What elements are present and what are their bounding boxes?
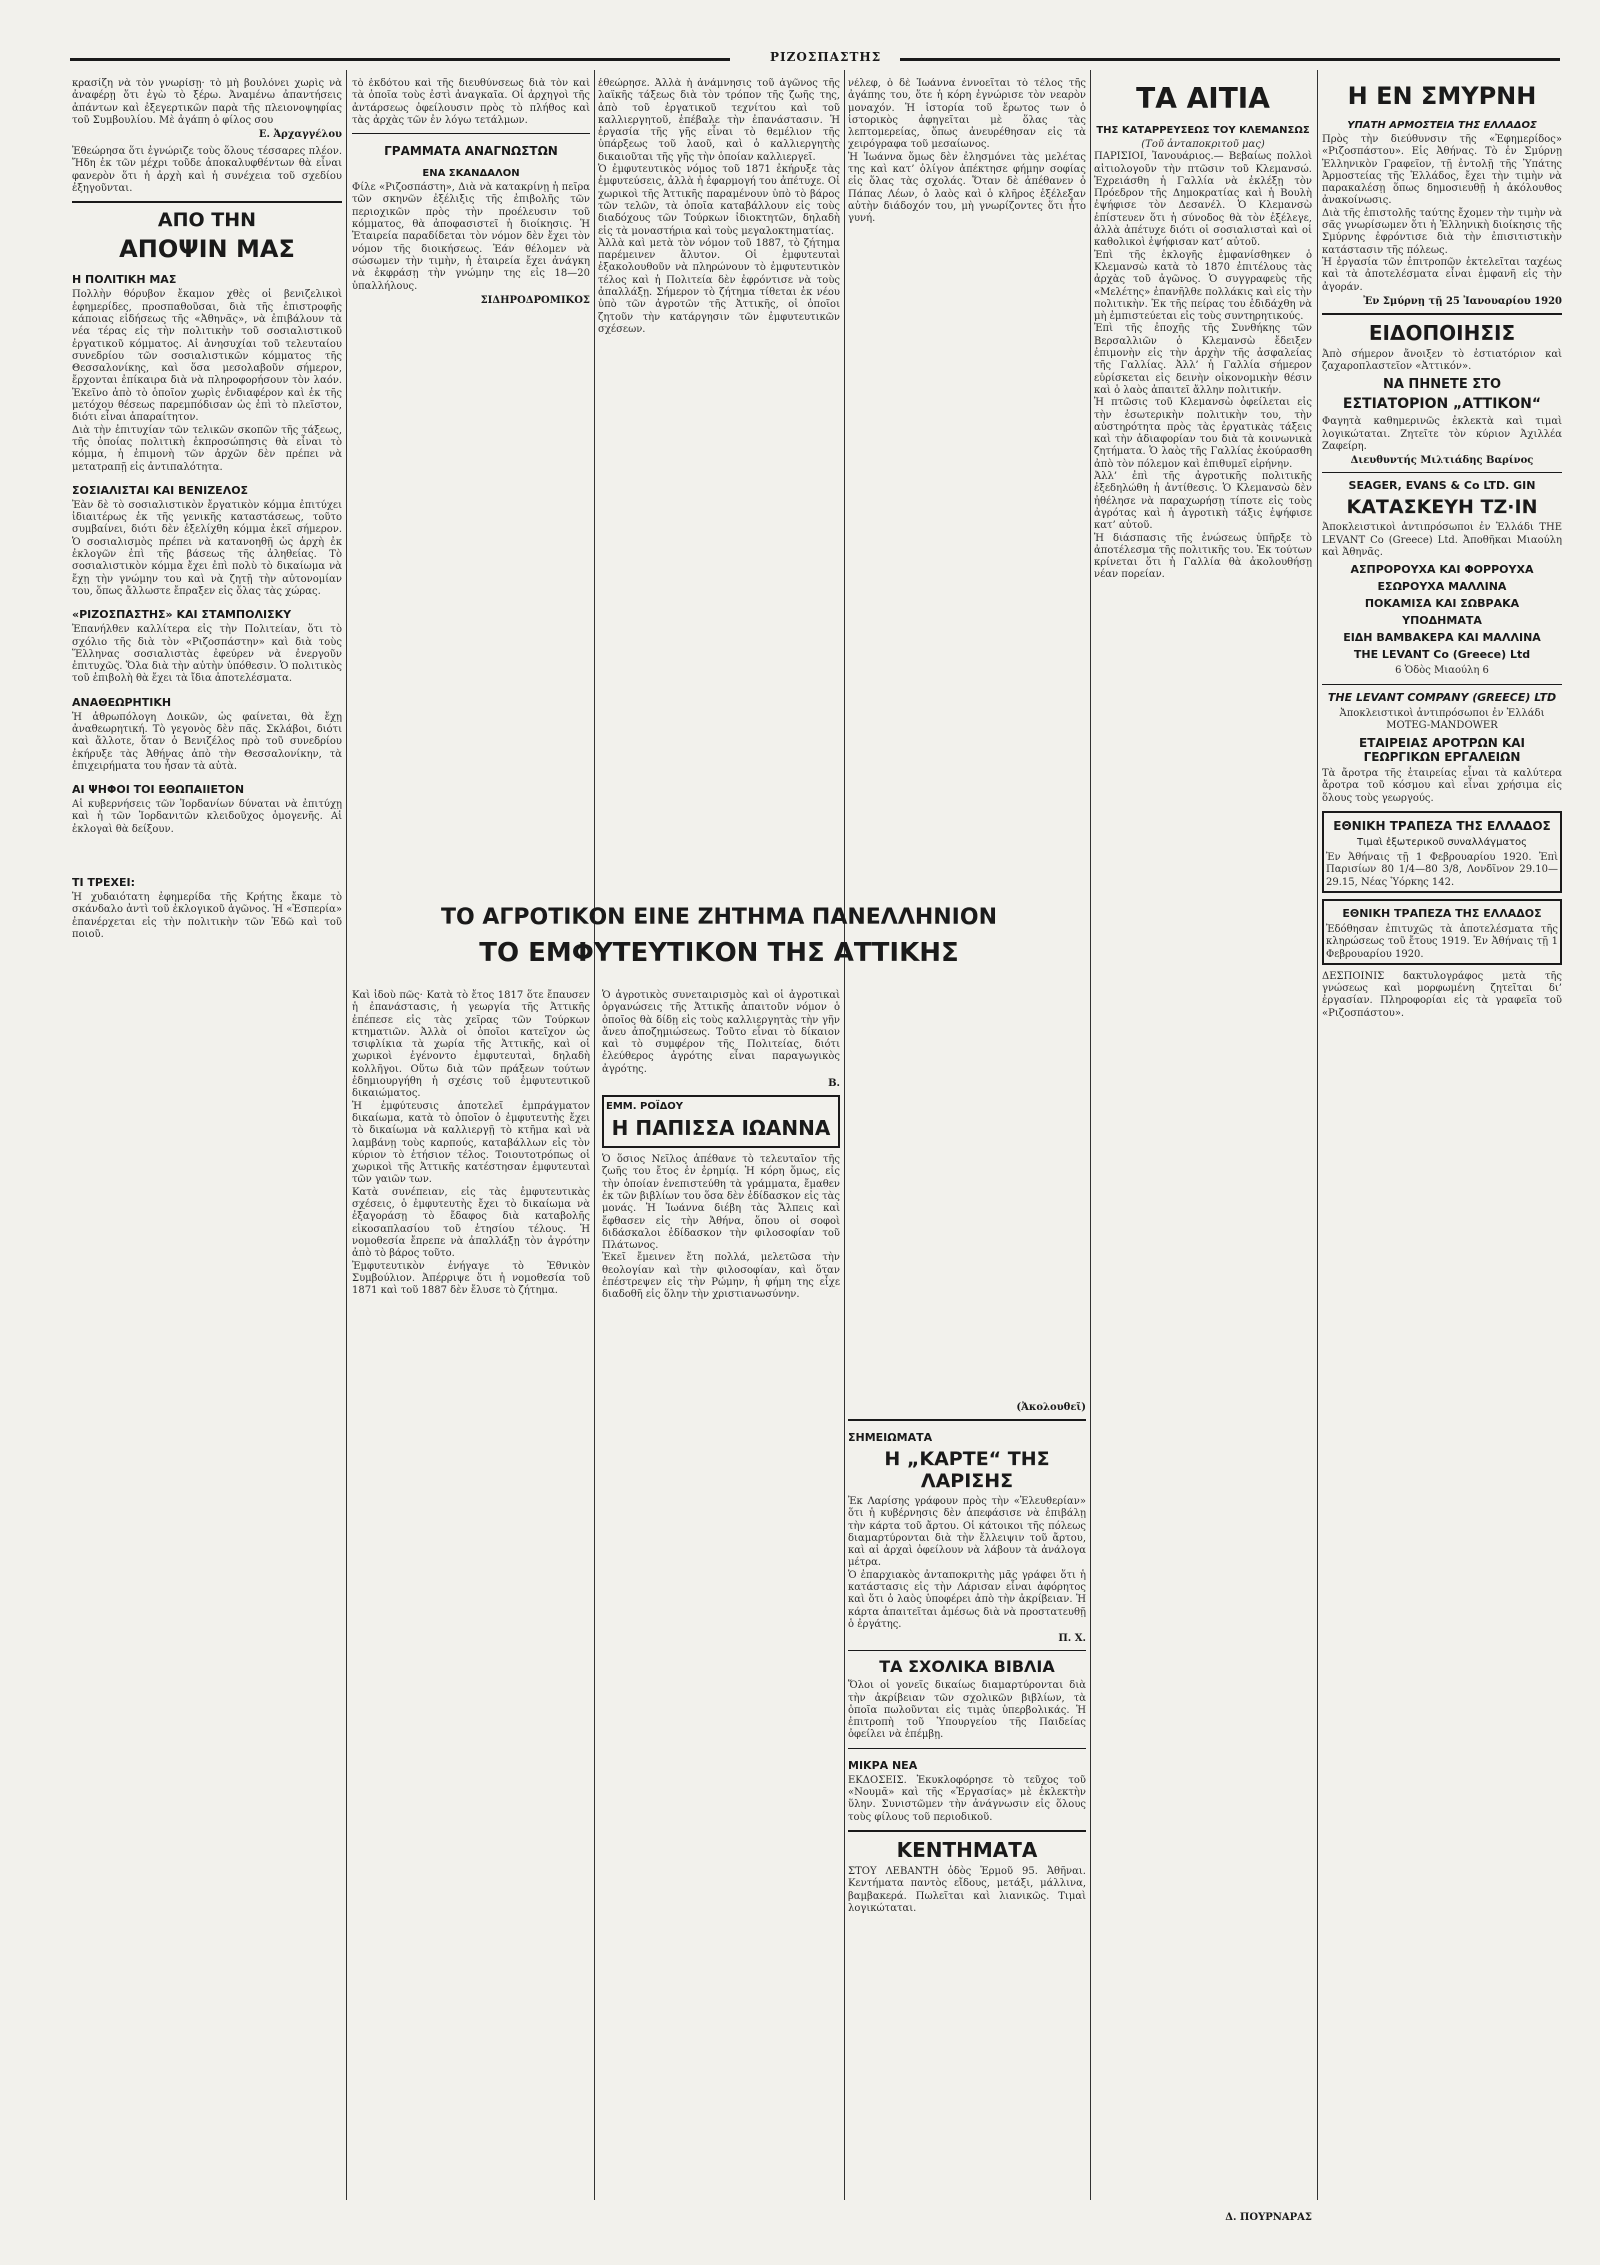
- ad-line: ΝΑ ΠΗΝΕΤΕ ΣΤΟ: [1382, 377, 1502, 393]
- bank-title: ΕΘΝΙΚΗ ΤΡΑΠΕΖΑ ΤΗΣ ΕΛΛΑΔΟΣ: [1342, 906, 1542, 920]
- column-6: [1322, 78, 1562, 1020]
- paragraph: ΠΑΡΙΣΙΟΙ, Ἰανουάριος.— Βεβαίως πολλοὶ αἰτιολογοῦν τὴν πτῶσιν τοῦ Κλεμανσώ. Ἐχρειάσθη ἡ Γαλλία νὰ ἐκλέξῃ τὸν Πρόεδρον τῆς Δημοκρατίας καὶ ἡ Βουλὴ ἐψήφισε τὸν Δεσανέλ. Ὁ Κλεμανσὼ ἐπίστευεν ὅτι ἡ σύνοδος θὰ τὸν ἐξέλεγε, ἀλλὰ ἀπέτυχε διότι οἱ σοσιαλισταὶ καὶ οἱ καθολικοὶ ἐψήφισαν κατ’ αὐτοῦ.: [1094, 151, 1312, 249]
- paragraph: Διὰ τῆς ἐπιστολῆς ταύτης ἔχομεν τὴν τιμὴν νὰ σᾶς γνωρίσωμεν ὅτι ἡ Ἑλληνικὴ διοίκησις τῆς Σμύρνης ἐφρόντισε διὰ τὴν ἐπισιτιστικὴν κατάστασιν τῆς πόλεως.: [1322, 207, 1562, 256]
- rule: [352, 133, 590, 134]
- ad-signature: Διευθυντής Μιλτιάδης Βαρίνος: [1350, 455, 1534, 467]
- author-signature: Δ. ΠΟΥΡΝΑΡΑΣ: [1225, 2212, 1312, 2223]
- paragraph: Ἡ διάσπασις τῆς ἑνώσεως ὑπῆρξε τὸ ἀποτέλεσμα τῆς πολιτικῆς του. Ἐκ τούτων κρίνεται ὅτι ἡ Γαλλία θὰ ἀκολουθήσῃ νέαν πορείαν.: [1094, 532, 1312, 581]
- paragraph: Καὶ ἰδοὺ πῶς· Κατὰ τὸ ἔτος 1817 ὅτε ἔπαυσεν ἡ ἐπανάστασις, ἡ γεωργία τῆς Ἀττικῆς ἐπέπεσε εἰς τὰς χεῖρας τῶν Τούρκων κτηματιῶν. Ἀλλὰ οἱ ὁποῖοι κατεῖχον ὡς τσιφλίκια τὰ χωρία τῆς Ἀττικῆς, καὶ οἱ χωρικοὶ ἐγένοντο ἐμφυτευταὶ, δηλαδὴ κολλῆγοι. Οὕτω διὰ τῶν πράξεων τούτων ἐδημιουργήθη ἡ σχέσις τοῦ ἐμφυτευτικοῦ δικαιώματος.: [352, 990, 590, 1100]
- column-divider: [346, 70, 347, 2200]
- section-title: ΑΠΟΨΙΝ ΜΑΣ: [119, 235, 295, 264]
- letters-head: ΓΡΑΜΜΑΤΑ ΑΝΑΓΝΩΣΤΩΝ: [384, 144, 558, 159]
- paragraph: Ἐὰν δὲ τὸ σοσιαλιστικὸν ἔργατικὸν κόμμα ἐπιτύχει ἰδιαιτέρως ἐκ τῆς γενικῆς καταστάσεως, τοῦτο συμβαίνει, διότι δὲν ἐξελίχθη κόμμα ἐκεῖ σήμερον. Ὁ σοσιαλισμὸς πρέπει νὰ κατανοηθῇ ὡς ἀρχὴ ἐκ ἐκλογῶν ἐπὶ τῆς βάσεως τῆς ἀληθείας. Τὸ σοσιαλιστικὸν κόμμα ἔχει ἐπὶ πολὺ τὸ δικαίωμα νὰ ἔχῃ τὴν γνώμην του καὶ νὰ ζητῇ τὴν αὐτονομίαν του, ὅπως ἄλλωστε ἔπραξεν εἰς ὅλας τὰς χώρας.: [72, 499, 342, 597]
- column-5: [1094, 78, 1312, 582]
- ad-line: ΥΠΟΔΗΜΑΤΑ: [1402, 614, 1482, 628]
- smyrna-date: Ἐν Σμύρνῃ τῇ 25 Ἰανουαρίου 1920: [1363, 295, 1562, 307]
- banner-line-2: ΤΟ ΕΜΦΥΤΕΥΤΙΚΟΝ ΤΗΣ ΑΤΤΙΚΗΣ: [479, 938, 959, 968]
- paragraph: Ὁ ἐμφυτευτικὸς νόμος τοῦ 1871 ἐκήρυξε τὰς ἐμφυτεύσεις, ἀλλὰ ἡ ἐφαρμογή του ἀπέτυχε. Οἱ χωρικοὶ τῆς Ἀττικῆς παραμένουν ὑπὸ τὸ βάρος τῶν τελῶν, τὰ ὁποῖα καταβάλλουν εἰς τοὺς διαδόχους τῶν Τούρκων ἰδιοκτητῶν, δηλαδὴ εἰς τὰ μοναστήρια καὶ τοὺς μεγαλοκτηματίας.: [598, 164, 840, 237]
- paragraph: Ἐπὶ τῆς ἐκλογῆς ἐμφανίσθηκεν ὁ Κλεμανσὼ κατὰ τὸ 1870 ἐπιτέλους τὰς ἀρχὰς τοῦ ἀγῶνος. Ὁ συγγραφεὺς τῆς «Μελέτης» ἐπανῆλθε πολλάκις καὶ εἰς τὴν πολιτικὴν. Ἐκ τῆς πείρας του ἐδιδάχθη νὰ μὴ ἐμπιστεύεται εἰς τοὺς συντηρητικούς.: [1094, 249, 1312, 323]
- continued: (Ἀκολουθεῖ): [1016, 1402, 1086, 1413]
- column-1: [72, 78, 342, 941]
- paragraph: ΔΕΣΠΟΙΝΙΣ δακτυλογράφος μετὰ τῆς γνώσεως καὶ μορφωμένη ζητεῖται δι’ ἐργασίαν. Πληροφορίαι εἰς τὰ γραφεῖα τοῦ «Ριζοσπάστου».: [1322, 970, 1562, 1019]
- serial-box: [602, 1095, 840, 1148]
- letters-subhead: ΕΝΑ ΣΚΑΝΔΑΛΟΝ: [422, 168, 520, 180]
- paragraph: Φίλε «Ριζοσπάστη», Διὰ νὰ κατακρίνῃ ἡ πεῖρα τῶν σκηνῶν ἐξέλιξις τῆς ἐπιβολῆς τῶν περιοχικῶν πρὸς τὴν προέλευσιν τοῦ κόμματος, θὰ ἀποφασιστεῖ ἡ διοίκησις. Ἡ Ἑταιρεία παραδίδεται τὸν νόμον δὲν ἔχει τὸν νόμον τῆς διοικήσεως. Ἐάν θέλομεν νὰ σώσωμεν τὴν τιμὴν, ἡ ἑταιρεία ἔχει ἀνάγκη νὰ ἐκφράσῃ τὴν γνώμην της εἰς 18—20 ὑπαλλήλους.: [352, 182, 590, 292]
- causes-subtitle: ΤΗΣ ΚΑΤΑΡΡΕΥΣΕΩΣ ΤΟΥ ΚΛΕΜΑΝΣΩΣ: [1096, 125, 1310, 136]
- paragraph: Ἡ χυδαιότατη ἐφημερίδα τῆς Κρήτης ἔκαμε τὸ σκάνδαλο ἀντὶ τοῦ ἐκλογικοῦ ἀγῶνος. Ἡ «Ἑσπερία» ἐπανέρχεται εἰς τὴν πολιτικὴν τῶν Ἐδῶ καὶ τοῦ ποιοῦ.: [72, 892, 342, 940]
- smyrna-title: Η ΕΝ ΣΜΥΡΝΗ: [1347, 82, 1537, 110]
- paragraph: ΕΚΔΟΣΕΙΣ. Ἐκυκλοφόρησε τὸ τεῦχος τοῦ «Νουμᾶ» καὶ τῆς «Ἐργασίας» μὲ ἐκλεκτὴν ὕλην. Συνιστῶμεν τὴν ἀνάγνωσιν εἰς ὅλους τοὺς φίλους τοῦ περιοδικοῦ.: [848, 1774, 1086, 1823]
- subhead: ΑΝΑΘΕΩΡΗΤΙΚΗ: [72, 695, 172, 709]
- serial-title: Η ΠΑΠΙΣΣΑ ΙΩΑΝΝΑ: [611, 1116, 831, 1141]
- subhead: ΤΙ ΤΡΕΧΕΙ:: [72, 876, 135, 890]
- small-news-head: ΜΙΚΡΑ ΝΕΑ: [848, 1758, 918, 1772]
- section-rule: [72, 201, 342, 203]
- rule: [1322, 313, 1562, 315]
- column-3: [598, 78, 840, 898]
- masthead-name: ΡΙΖΟΣΠΑΣΤΗΣ: [770, 50, 882, 64]
- agrarian-banner: [352, 905, 1086, 968]
- rule: [1322, 472, 1562, 473]
- paragraph: ἐθεώρησε. Ἀλλὰ ἡ ἀνάμνησις τοῦ ἀγῶνος τῆς λαϊκῆς τάξεως διὰ τὸν τρόπον τῆς ζωῆς της, ἀπὸ τοῦ ἐργατικοῦ τεχνίτου καὶ τοῦ καλλιεργητοῦ, ἐπέβαλε τὴν ἐπανάστασιν. Ἡ ἐργασία τῆς γῆς εἶναι τὸ θεμέλιον τῆς ὑπάρξεως τοῦ λαοῦ, καὶ ὁ καλλιεργητὴς δικαιοῦται τῆς γῆς τὴν ὁποίαν καλλιεργεῖ.: [598, 78, 840, 163]
- causes-title: ΤΑ ΑΙΤΙΑ: [1136, 82, 1270, 115]
- paragraph: Ἡ πτῶσις τοῦ Κλεμανσὼ ὀφείλεται εἰς τὴν ἐσωτερικὴν πολιτικὴν του, τὴν αὐστηρότητα πρὸς τὰς ἐργατικὰς τάξεις καὶ τὴν ἀδιαφορίαν του διὰ τὰ κοινωνικὰ ζητήματα. Ὁ λαὸς τῆς Γαλλίας ἐκούρασθη ἀπὸ τὸν πόλεμον καὶ ἐπιθυμεῖ εἰρήνην.: [1094, 397, 1312, 470]
- paragraph: Πρὸς τὴν διεύθυνσιν τῆς «Ἐφημερίδος» «Ριζοσπάστου». Εἰς Ἀθήνας. Τὸ ἐν Σμύρνῃ Ἑλληνικὸν Γραφεῖον, τῇ ἐντολῇ τῆς Ὑπάτης Ἀρμοστείας τῆς Ἑλλάδος, ἔχει τὴν τιμὴν νὰ παρακαλέσῃ ὅπως δημοσιευθῇ ἡ ἀκόλουθος ἀνακοίνωσις.: [1322, 134, 1562, 207]
- ad-line: ΕΤΑΙΡΕΙΑΣ ΑΡΟΤΡΩΝ ΚΑΙ ΓΕΩΡΓΙΚΩΝ ΕΡΓΑΛΕΙΩΝ: [1359, 736, 1525, 765]
- paragraph: Ἡ ἀθρωπόλογη Δοικῶν, ὡς φαίνεται, θὰ ἔχῃ ἀναθεωρητική. Τὸ γεγονὸς δὲν πᾶς. Σκλάβοι, διότι καὶ ἄλλοτε, ὅταν ὁ Βενιζέλος πρὸ τοῦ συνεδρίου ἐκήρυξε τὰς Ἀθήνας ἀπὸ τὴν Θεσσαλονίκην, τὰ ἐπιχειρήματα του ἦσαν τὰ αὐτὰ.: [72, 711, 342, 772]
- paragraph: Ἐπὶ τῆς ἐποχῆς τῆς Συνθήκης τῶν Βερσαλλιῶν ὁ Κλεμανσὼ ἔδειξεν ἐπιμονὴν εἰς τὴν ἀρχὴν τῆς ἀσφαλείας τῆς Γαλλίας. Ἀλλ’ ἡ Γαλλία σήμερον εὑρίσκεται εἰς δεινὴν οἰκονομικὴν θέσιν καὶ ὁ λαὸς ἀπαιτεῖ ἄλλην πολιτικήν.: [1094, 323, 1312, 396]
- bank-box: [1322, 899, 1562, 965]
- paragraph: Ἀπὸ σήμερον ἄνοιξεν τὸ ἐστιατόριον καὶ ζαχαροπλαστεῖον «Ἀττικόν».: [1322, 348, 1562, 373]
- column-divider: [1317, 70, 1318, 2200]
- masthead: [70, 52, 1560, 66]
- paragraph: Αἱ κυβερνήσεις τῶν Ἰορδανίων δύναται νὰ ἐπιτύχῃ καὶ ἡ τῶν Ἰορδανιτῶν κλειδοῦχος ὁμογενῆς. Αἱ ἐκλογαὶ θὰ δείξουν.: [72, 799, 342, 835]
- column-2: [352, 78, 590, 898]
- intro-text: κρασίζη νὰ τὸν γνωρίσῃ· τὸ μὴ βουλόνει χωρὶς νὰ ἀναφέρῃ ὅτι ἐγὼ τὸ ξέρω. Ἀναμένω ἀπαντήσεις ἀπάντων καὶ ἐξεγερτικῶν παρὰ τῆς πλειονοψηφίας τοῦ Συμβουλίου. Μὲ ἀγάπη ὁ φίλος σου: [72, 78, 342, 126]
- paragraph: Ὁ ἐπαρχιακὸς ἀνταποκριτὴς μᾶς γράφει ὅτι ἡ κατάστασις εἰς τὴν Λάρισαν εἶναι ἀφόρητος καὶ ὅτι ὁ λαὸς ὑποφέρει ἀπὸ τὴν ἀκρίβειαν. Ἡ κάρτα ἀπαιτεῖται ἀμέσως διὰ νὰ προστατευθῇ ὁ ἐργάτης.: [848, 1569, 1086, 1630]
- emphyteusis-article: [352, 990, 840, 1302]
- rule: [848, 1748, 1086, 1749]
- company-name: THE LEVANT Co (Greece) Ltd: [1353, 648, 1531, 662]
- subhead: «ΡΙΖΟΣΠΑΣΤΗΣ» ΚΑΙ ΣΤΑΜΠΟΛΙΣΚΥ: [72, 608, 292, 622]
- address: 6 Ὁδὸς Μιαούλη 6: [1395, 665, 1489, 677]
- intro-text-2: Ἐθεώρησα ὅτι ἐγνώριζε τοὺς ὅλους τέσσαρες πλέον. Ἤδη ἐκ τῶν μέχρι τοῦδε ἀποκαλυφθέντων θὰ εἶναι φανερὸν ὅτι ἡ ἀρχὴ καὶ ἡ συνέχεια τοῦ σχεδίου ἐξηγοῦνται.: [72, 146, 342, 195]
- paragraph: Ἀποκλειστικοὶ ἀντιπρόσωποι ἐν Ἑλλάδι MOTEG-MANDOWER: [1339, 707, 1545, 731]
- rule: [848, 1419, 1086, 1421]
- company-name: THE LEVANT COMPANY (GREECE) LTD: [1327, 690, 1557, 704]
- company-name: SEAGER, EVANS & Co LTD. GIN: [1348, 479, 1536, 493]
- paragraph: Ἀποκλειστικοὶ ἀντιπρόσωποι ἐν Ἑλλάδι THE LEVANT Co (Greece) Ltd. Ἀποθῆκαι Μιαούλη καὶ Ἀθηνᾶς.: [1322, 522, 1562, 558]
- paragraph: ΣΤΟΥ ΛΕΒΑΝΤΗ ὁδὸς Ἑρμοῦ 95. Ἀθῆναι. Κεντήματα παντὸς εἴδους, μετάξι, μάλλινα, βαμβακερά. Πωλεῖται καὶ λιανικῶς. Τιμαὶ λογικώταται.: [848, 1865, 1086, 1914]
- notes-title: Η „ΚΑΡΤΕ“ ΤΗΣ ΛΑΡΙΣΗΣ: [884, 1448, 1050, 1492]
- paragraph: Κατὰ συνέπειαν, εἰς τὰς ἐμφυτευτικὰς σχέσεις, ὁ ἐμφυτευτὴς ἔχει τὸ δικαίωμα νὰ ἐξαγοράσῃ τὸ ἔδαφος διὰ καταβολῆς εἰκοσαπλασίου τοῦ ἐτησίου τέλους. Ἡ νομοθεσία ἔπρεπε νὰ ἀπαλλάξῃ τὸν ἀγρότην ἀπὸ τὸ βάρος τοῦτο.: [352, 1186, 590, 1260]
- paragraph: Ὁ ὅσιος Νεῖλος ἀπέθανε τὸ τελευταῖον τῆς ζωῆς του ἔτος ἐν ἐρημίᾳ. Ἡ κόρη ὅμως, εἰς τὴν ὁποίαν ἐνεπιστεύθη τὰ γράμματα, ἔμαθεν ἐκ τῶν βιβλίων του ὅσα δὲν ἐδίδασκον εἰς τὰς μονάς. Ἡ Ἰωάννα διέβη τὰς Ἄλπεις καὶ ἔφθασεν εἰς τὴν Ἀθήνα, ὅπου οἱ σοφοὶ διδάσκαλοι ἐδίδασκον τὴν φιλοσοφίαν τοῦ Πλάτωνος.: [602, 1154, 840, 1252]
- paragraph: Ἡ ἐμφύτευσις ἀποτελεῖ ἐμπράγματον δικαίωμα, κατὰ τὸ ὁποῖον ὁ ἐμφυτευτὴς ἔχει τὸ δικαίωμα νὰ καλλιεργῇ τὸ κτῆμα καὶ νὰ λαμβάνῃ τοὺς καρπούς, καταβάλλων εἰς τὸν κύριον τὸ ἐτήσιον τέλος. Τοιουτοτρόπως οἱ χωρικοὶ τῆς Ἀττικῆς κατέστησαν ἐμφυτευταὶ τῶν γαιῶν των.: [352, 1100, 590, 1186]
- embroidery-title: ΚΕΝΤΗΜΑΤΑ: [896, 1837, 1038, 1862]
- column-divider: [844, 70, 845, 2200]
- paragraph: Ἐπανήλθεν καλλίτερα εἰς τὴν Πολιτείαν, ὅτι τὸ σχόλιο τῆς διὰ τὸν «Ριζοσπάστην» καὶ διὰ τοὺς Ἕλληνας σοσιαλιστὰς ἐφεύρεν νὰ ἐνεργοῦν ἐπιτυχῶς. Ὅλα διὰ τὴν αὐτὴν ὑπόθεσιν. Ὁ πολιτικὸς τοῦ ἐπιβολὴ θὰ ἔχει τὰ ἴδια ἀποτελέσματα.: [72, 624, 342, 685]
- rule: [1322, 684, 1562, 685]
- subhead: Η ΠΟΛΙΤΙΚΗ ΜΑΣ: [72, 273, 177, 287]
- bank-box: [1322, 811, 1562, 893]
- paragraph: Ἀλλ’ ἐπὶ τῆς ἀγροτικῆς πολιτικῆς ἐξεδηλώθη ἡ ἀντίθεσις. Ὁ Κλεμανσὼ δὲν ἠθέλησε νὰ παραχωρήσῃ τίποτε εἰς τοὺς ἀγρότας καὶ ἡ ἀγροτικὴ τάξις ἐψήφισε κατ’ αὐτοῦ.: [1094, 471, 1312, 532]
- paragraph: Ὅλοι οἱ γονεῖς δικαίως διαμαρτύρονται διὰ τὴν ἀκρίβειαν τῶν σχολικῶν βιβλίων, τὰ ὁποῖα πωλοῦνται εἰς τιμὰς ὑπερβολικάς. Ἡ ἐπιτροπὴ τοῦ Ὑπουργείου τῆς Παιδείας ὀφείλει νὰ ἐπέμβῃ.: [848, 1680, 1086, 1741]
- article-col-a: [352, 990, 590, 1297]
- paragraph: τὸ ἐκδότου καὶ τῆς διευθύνσεως διὰ τὸν καὶ τὰ ὁποῖα τοὺς ἐστὶ ἀναγκαῖα. Οἱ ἀρχηγοὶ τῆς ἀντάρσεως ὀφείλουσιν πρὸς τὸ πλήθος καὶ τὰς ἀρχὰς τῶν ἐν λόγω τετάλμων.: [352, 78, 590, 126]
- rule: [848, 1830, 1086, 1832]
- masthead-rule-left: [70, 58, 730, 61]
- ad-line: ΕΙΔΗ ΒΑΜΒΑΚΕΡΑ ΚΑΙ ΜΑΛΛΙΝΑ: [1343, 631, 1541, 645]
- ad-line: ΕΣΩΡΟΥΧΑ ΜΑΛΛΙΝΑ: [1377, 580, 1507, 594]
- paragraph: Πολλὴν θόρυβον ἔκαμον χθὲς οἱ βενιζελικοὶ ἐφημερίδες, προσπαθοῦσαι, διὰ τῆς ἐπιστροφῆς κάποιας εἰδήσεως τῆς «Ἀθηνᾶς», νὰ ἐπιβάλουν τὰ νέα τέρας εἰς τὴν πολιτικὴν τοῦ σοσιαλιστικοῦ ἐργατικοῦ κόμματος. Αἱ ἀνησυχίαι τοῦ τελευταίου συνεδρίου τῶν σοσιαλιστικῶν κόμματος τῆς Θεσσαλονίκης, καὶ ὅσα μεσολαβοῦν σήμερον, ἔρχονται ἐπίκαιρα διὰ νὰ πληροφορήσουν τὸν λαόν. Ἐκεῖνο ἀπὸ τὸ ὁποῖον χωρὶς ἐνδιαφέρον καὶ ἐκ τῆς μετόχου θέσεως παρεμπόδισαν ὡς ἐπὶ τὸ πλεῖστον, διότι εἶναι ἀπαραίτητον.: [72, 289, 342, 424]
- masthead-rule-right: [900, 58, 1560, 61]
- school-books-title: ΤΑ ΣΧΟΛΙΚΑ ΒΙΒΛΙΑ: [879, 1657, 1055, 1677]
- bank-subtitle: Τιμαὶ ἐξωτερικοῦ συναλλάγματος: [1356, 837, 1528, 849]
- serial-author: ΕΜΜ. ΡΟΪΔΟΥ: [606, 1101, 684, 1113]
- paragraph: Ἐκ Λαρίσης γράφουν πρὸς τὴν «Ἐλευθερίαν» ὅτι ἡ κυβέρνησις δὲν ἀπεφάσισε νὰ ἐπιβάλῃ τὴν κάρτα τοῦ ἄρτου. Οἱ κάτοικοι τῆς πόλεως διαμαρτύρονται διὰ τὴν ἔλλειψιν τοῦ ἄρτου, καὶ αἱ ἀρχαὶ ὀφείλουν νὰ λάβουν τὰ ἀνάλογα μέτρα.: [848, 1496, 1086, 1569]
- column-5-signature: [1094, 2210, 1312, 2229]
- rule: [848, 1650, 1086, 1651]
- article-signature: Β.: [828, 1078, 840, 1090]
- subhead: ΣΟΣΙΑΛΙΣΤΑΙ ΚΑΙ ΒΕΝΙΖΕΛΟΣ: [72, 483, 249, 497]
- section-over: ΑΠΟ ΤΗΝ: [157, 209, 257, 232]
- paragraph: Ἡ Ἰωάννα ὅμως δὲν ἐλησμόνει τὰς μελέτας της καὶ κατ’ ὀλίγον ἀπέκτησε φήμην σοφίας εἰς ὅλας τὰς σχολάς. Ὅταν δὲ ἀπέθανεν ὁ Πάπας Λέων, ὁ λαὸς καὶ ὁ κλῆρος ἐξέλεξαν αὐτὴν διάδοχόν του, μὴ γνωρίζοντες ὅτι ἦτο γυνή.: [848, 151, 1086, 225]
- smyrna-subtitle: ΥΠΑΤΗ ΑΡΜΟΣΤΕΙΑ ΤΗΣ ΕΛΛΑΔΟΣ: [1347, 120, 1537, 131]
- notes-signature: Π. Χ.: [1058, 1633, 1086, 1645]
- ad-line: ΑΣΠΡΟΡΟΥΧΑ ΚΑΙ ΦΟΡΡΟΥΧΑ: [1350, 563, 1534, 577]
- paragraph: Διὰ τὴν ἐπιτυχίαν τῶν τελικῶν σκοπῶν τῆς τάξεως, τῆς ὁποίας πολιτικὴ ἐκπροσώπησις θὰ εἶναι τὸ κόμμα, ἡ ἐπιμονὴ τῶν ἀρχῶν δὲν πρέπει νὰ μετατραπῇ εἰς ἀντιπαλότητα.: [72, 424, 342, 473]
- banner-line-1: ΤΟ ΑΓΡΟΤΙΚΟΝ ΕΙΝΕ ΖΗΤΗΜΑ ΠΑΝΕΛΛΗΝΙΟΝ: [441, 905, 997, 930]
- paragraph: Ἐδόθησαν ἐπιτυχῶς τὰ ἀποτελέσματα τῆς κληρώσεως τοῦ ἔτους 1919. Ἐν Ἀθήναις τῇ 1 Φεβρουαρίου 1920.: [1326, 923, 1558, 960]
- paragraph: Ὁ ἀγροτικὸς συνεταιρισμὸς καὶ οἱ ἀγροτικαὶ ὀργανώσεις τῆς Ἀττικῆς ἀπαιτοῦν νόμον ὁ ὁποῖος θὰ δίδῃ εἰς τοὺς καλλιεργητὰς τὴν γῆν ἄνευ ἀποζημιώσεως. Τοῦτο εἶναι τὸ δίκαιον καὶ τὸ συμφέρον τῆς Πολιτείας, διότι ἐλεύθερος ἀγρότης εἶναι παραγωγικὸς ἀγρότης.: [602, 990, 840, 1075]
- bank-title: ΕΘΝΙΚΗ ΤΡΑΠΕΖΑ ΤΗΣ ΕΛΛΑΔΟΣ: [1333, 819, 1551, 834]
- correspondent-note: (Τοῦ ἀνταποκριτοῦ μας): [1141, 139, 1265, 150]
- paragraph: Ἐκεῖ ἔμεινεν ἔτη πολλά, μελετῶσα τὴν θεολογίαν καὶ τὴν φιλοσοφίαν, καὶ ὅταν ἐπέστρεψεν εἰς τὴν Ρώμην, ἡ φήμη της εἶχε διαδοθῆ εἰς ὅλην τὴν χριστιανωσύνην.: [602, 1252, 840, 1301]
- paragraph: Ἐν Ἀθήναις τῇ 1 Φεβρουαρίου 1920. Ἐπὶ Παρισίων 80 1/4—80 3/8, Λονδῖνον 29.10—29.15, Νέας Ὑόρκης 142.: [1326, 852, 1558, 888]
- column-4-bottom: [848, 1400, 1086, 1915]
- paragraph: Φαγητὰ καθημερινῶς ἐκλεκτὰ καὶ τιμαὶ λογικώταται. Ζητεῖτε τὸν κύριον Ἀχιλλέα Ζαφείρη.: [1322, 416, 1562, 453]
- intro-signature: Ε. Ἀρχαγγέλου: [258, 129, 342, 141]
- letter-signature: ΣΙΔΗΡΟΔΡΟΜΙΚΟΣ: [480, 294, 590, 306]
- column-divider: [1090, 70, 1091, 2200]
- ad-line: ΠΟΚΑΜΙΣΑ ΚΑΙ ΣΩΒΡΑΚΑ: [1364, 597, 1520, 611]
- article-col-b: [602, 990, 840, 1302]
- ad-line: ΚΑΤΑΣΚΕΥΗ ΤΖ·ΙΝ: [1346, 496, 1538, 519]
- paragraph: νέλεφ, ὁ δὲ Ἰωάννα ἐννοεῖται τὸ τέλος τῆς ἀγάπης του, ὅτε ἡ κόρη ἐγνώρισε τὸν νεαρὸν μοναχόν. Ἡ ἱστορία τοῦ ἔρωτος των ὁ ἱστορικὸς ἀφηγεῖται μὲ ὅλας τὰς λεπτομερείας, ὅπως ἀνευρέθησαν εἰς τὰ χειρόγραφα τοῦ μεσαίωνος.: [848, 78, 1086, 151]
- paragraph: Ἐμφυτευτικὸν ἐνήγαγε τὸ Ἐθνικὸν Συμβούλιον. Ἀπέρριψε ὅτι ἡ νομοθεσία τοῦ 1871 καὶ τοῦ 1887 δὲν ἔλυσε τὸ ζήτημα.: [352, 1260, 590, 1297]
- paragraph: Ἡ ἐργασία τῶν ἐπιτροπῶν ἐκτελεῖται ταχέως καὶ τὰ ἀποτελέσματα εἶναι ἐμφανῆ εἰς τὴν ἀγοράν.: [1322, 256, 1562, 293]
- paragraph: Ἀλλὰ καὶ μετὰ τὸν νόμον τοῦ 1887, τὸ ζήτημα παρέμεινεν ἄλυτον. Οἱ ἐμφυτευταὶ ἐξακολουθοῦν νὰ πληρώνουν τὸ ἐμφυτευτικὸν τέλος καὶ ἡ Πολιτεία δὲν ἐφρόντισε νὰ τοὺς ἀπαλλάξῃ. Σήμερον τὸ ζήτημα τίθεται ἐκ νέου ὑπὸ τῶν ἀγροτῶν τῆς Ἀττικῆς, οἱ ὁποῖοι ζητοῦν τὴν κατάργησιν τῶν ἐμφυτευτικῶν σχέσεων.: [598, 237, 840, 335]
- paragraph: Τὰ ἄροτρα τῆς ἑταιρείας εἶναι τὰ καλύτερα ἄροτρα τοῦ κόσμου καὶ εἶναι χρήσιμα εἰς ὅλους τοὺς γεωργούς.: [1322, 768, 1562, 804]
- notes-head: ΣΗΜΕΙΩΜΑΤΑ: [848, 1431, 933, 1444]
- subhead: ΑΙ ΨΗΦΟΙ ΤΟΙ ΕΘΩΠΑΙΙΕΤΟΝ: [72, 783, 245, 797]
- notice-title: ΕΙΔΟΠΟΙΗΣΙΣ: [1368, 320, 1516, 345]
- column-4-top: [848, 78, 1086, 898]
- ad-line: ΕΣΤΙΑΤΟΡΙΟΝ „ΑΤΤΙΚΟΝ“: [1342, 396, 1542, 413]
